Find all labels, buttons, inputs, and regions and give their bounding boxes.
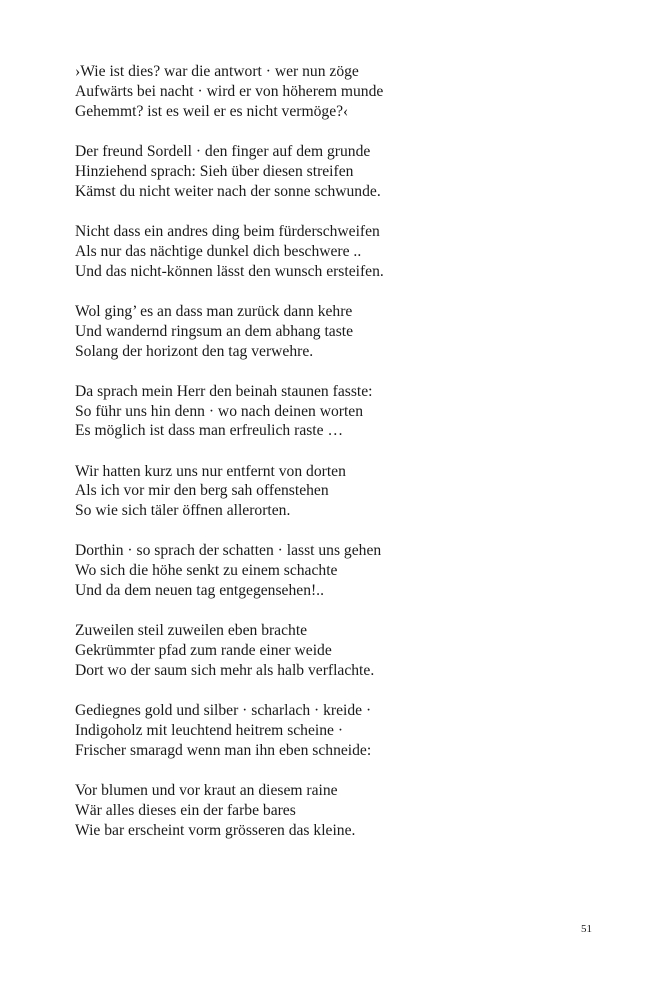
poem-text (75, 62, 595, 861)
poem-line: Nicht dass ein andres ding beim fürderschweifen (75, 222, 380, 240)
stanza-4 (75, 302, 595, 362)
stanza-1 (75, 62, 595, 122)
poem-line: Vor blumen und vor kraut an diesem raine (75, 782, 338, 800)
poem-line: Da sprach mein Herr den beinah staunen fasste: (75, 382, 373, 400)
poem-line: Solang der horizont den tag verwehre. (75, 342, 314, 360)
poem-line: Kämst du nicht weiter nach der sonne schwunde. (75, 182, 381, 200)
stanza-5 (75, 382, 595, 442)
poem-line: Indigoholz mit leuchtend heitrem scheine · (75, 722, 344, 740)
poem-line: Frischer smaragd wenn man ihn eben schneide: (75, 742, 372, 760)
poem-line: Zuweilen steil zuweilen eben brachte (75, 622, 308, 640)
poem-line: Dort wo der saum sich mehr als halb verflachte. (75, 662, 375, 680)
stanza-8 (75, 621, 595, 681)
stanza-3 (75, 222, 595, 282)
poem-line: So führ uns hin denn · wo nach deinen worten (75, 402, 363, 420)
stanza-10 (75, 781, 595, 841)
poem-line: Gekrümmter pfad zum rande einer weide (75, 642, 332, 660)
poem-line: Als ich vor mir den berg sah offenstehen (75, 482, 329, 500)
stanza-2 (75, 142, 595, 202)
stanza-9 (75, 701, 595, 761)
poem-line: Dorthin · so sprach der schatten · lasst uns gehen (75, 542, 382, 560)
poem-line: Und das nicht-können lässt den wunsch ersteifen. (75, 262, 384, 280)
poem-line: Aufwärts bei nacht · wird er von höherem munde (75, 82, 384, 100)
poem-line: Wol ging’ es an dass man zurück dann kehre (75, 302, 353, 320)
poem-line: Gehemmt? ist es weil er es nicht vermöge?‹ (75, 102, 349, 120)
poem-line: Wär alles dieses ein der farbe bares (75, 802, 296, 820)
poem-line: Wo sich die höhe senkt zu einem schachte (75, 562, 338, 580)
poem-line: Wie bar erscheint vorm grösseren das kleine. (75, 821, 356, 839)
poem-line: Es möglich ist dass man erfreulich raste … (75, 422, 344, 440)
poem-line: Und wandernd ringsum an dem abhang taste (75, 322, 354, 340)
poem-line: Und da dem neuen tag entgegensehen!.. (75, 582, 324, 600)
poem-line: Als nur das nächtige dunkel dich beschwere .. (75, 242, 362, 260)
poem-line: So wie sich täler öffnen allerorten. (75, 502, 291, 520)
poem-line: Gediegnes gold und silber · scharlach · kreide · (75, 702, 372, 720)
stanza-6 (75, 462, 595, 522)
poem-line: Wir hatten kurz uns nur entfernt von dorten (75, 462, 346, 480)
poem-line: Hinziehend sprach: Sieh über diesen streifen (75, 162, 354, 180)
page-number: 51 (581, 923, 592, 935)
poem-line: ›Wie ist dies? war die antwort · wer nun zöge (75, 63, 359, 80)
poem-line: Der freund Sordell · den finger auf dem grunde (75, 142, 371, 160)
stanza-7 (75, 541, 595, 601)
